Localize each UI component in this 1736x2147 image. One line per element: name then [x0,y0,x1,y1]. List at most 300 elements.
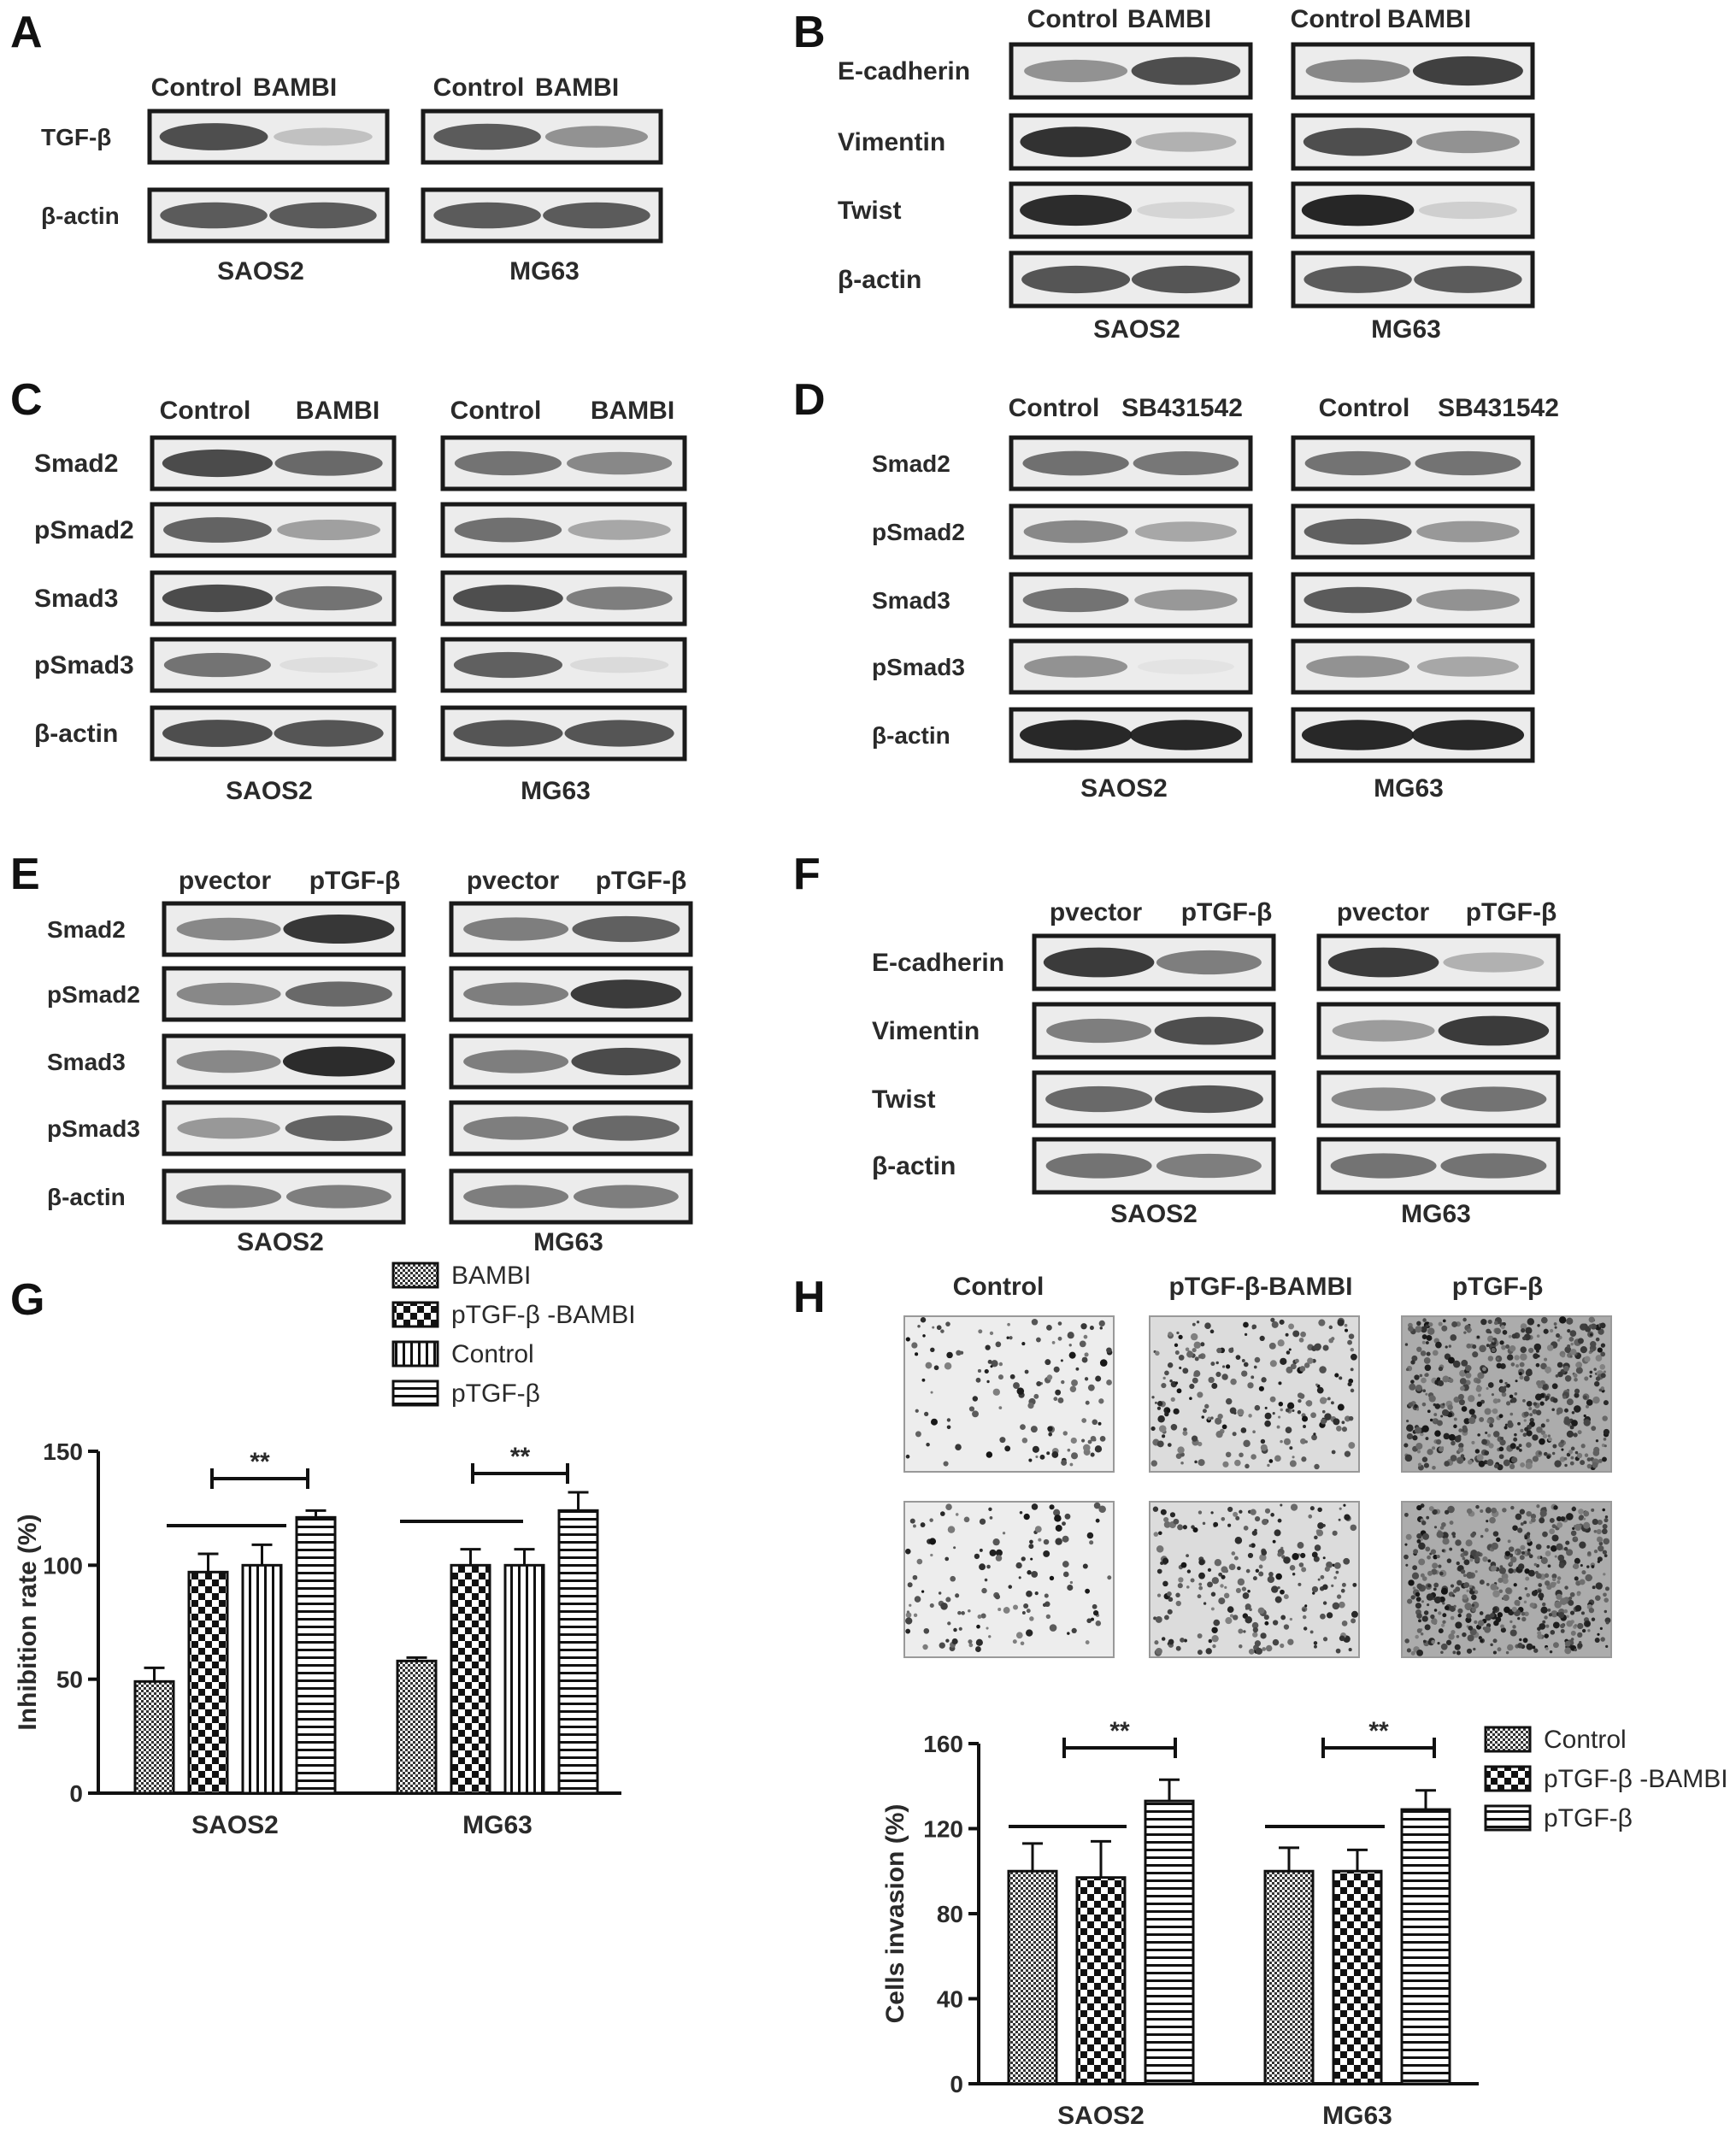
cell-dot [1215,1559,1221,1566]
cell-dot [1168,1639,1174,1645]
cell-dot [1027,1609,1031,1613]
cell-dot [1562,1396,1566,1399]
cell-dot [1411,1595,1415,1599]
cell-dot [1304,1604,1307,1607]
cell-dot [1605,1515,1608,1518]
cell-dot [1176,1601,1181,1606]
cell-dot [1567,1431,1574,1438]
cell-dot [1258,1571,1263,1576]
cell-dot [1488,1443,1493,1448]
legend-entry: BAMBI [451,1262,532,1290]
cell-dot [945,1597,950,1602]
cell-dot [1564,1585,1568,1589]
cell-dot [1493,1638,1498,1643]
column-header: Control [450,397,542,425]
cell-dot [1504,1382,1507,1385]
cell-dot [1571,1638,1574,1641]
cell-dot [1596,1582,1603,1589]
cell-dot [1604,1518,1609,1522]
cell-dot [1312,1586,1318,1592]
cell-dot [1421,1632,1424,1636]
cell-dot [1044,1539,1049,1544]
cell-dot [1027,1570,1031,1574]
cell-dot [1198,1594,1202,1598]
y-tick-label: 80 [936,1901,963,1927]
cell-dot [1527,1401,1533,1407]
cell-dot [1290,1565,1296,1571]
panel-letter-g: G [10,1275,45,1325]
cell-dot [1433,1413,1437,1416]
cell-dot [1509,1345,1516,1352]
cell-dot [1475,1570,1478,1573]
cell-dot [1067,1585,1073,1591]
cell-dot [1210,1416,1213,1419]
cell-dot [1488,1356,1493,1361]
cell-dot [1045,1359,1050,1365]
cell-dot [1449,1434,1456,1441]
cell-dot [990,1516,993,1520]
bar [1265,1871,1313,2084]
blot-band [283,915,394,944]
cell-dot [1336,1649,1341,1654]
cell-dot [917,1559,923,1565]
cell-dot [1596,1338,1600,1342]
cell-dot [1255,1405,1261,1411]
cell-dot [976,1639,983,1646]
cell-dot [1497,1357,1499,1360]
cell-dot [1198,1586,1203,1591]
cell-dot [1439,1322,1443,1326]
cell-dot [1277,1552,1282,1557]
row-label: Smad2 [872,450,950,477]
cell-dot [1329,1326,1333,1330]
cell-dot [917,1325,921,1328]
cell-dot [1563,1418,1570,1425]
cell-dot [1486,1459,1493,1466]
cell-dot [1570,1610,1574,1615]
cell-dot [1415,1385,1422,1391]
bar [1333,1871,1381,2084]
cell-dot [1442,1409,1449,1416]
y-tick-label: 0 [69,1780,83,1807]
cell-dot [1323,1556,1326,1559]
cell-dot [1310,1412,1316,1418]
cell-dot [1333,1418,1339,1425]
cell-dot [1071,1379,1078,1386]
cell-dot [1507,1644,1514,1651]
cell-dot [1486,1344,1490,1347]
cell-dot [1587,1457,1592,1462]
cell-dot [1065,1514,1071,1520]
cell-dot [1574,1389,1580,1394]
cell-dot [939,1643,945,1649]
column-header: Control [1027,5,1119,33]
blot-band [1439,1016,1550,1046]
blot-band [574,1185,679,1208]
cell-dot [1164,1615,1169,1621]
cell-dot [1415,1635,1419,1639]
blot-band [463,1116,568,1139]
cell-dot [1215,1372,1221,1377]
cell-dot [1564,1464,1567,1467]
cell-dot [1590,1333,1592,1336]
cell-dot [1242,1586,1246,1591]
cell-dot [1574,1624,1577,1626]
cell-dot [1235,1537,1243,1544]
cell-dot [1243,1592,1250,1599]
cell-dot [1445,1605,1449,1609]
blot-band [274,450,382,475]
cell-dot [1416,1584,1422,1590]
cell-dot [1545,1550,1551,1556]
cell-dot [1189,1397,1192,1400]
cell-dot [1460,1553,1464,1557]
blot-band [285,1115,393,1141]
cell-dot [1072,1628,1077,1633]
cell-dot [944,1461,949,1466]
cell-dot [1178,1335,1182,1339]
cell-dot [1095,1445,1102,1452]
cell-dot [1180,1462,1184,1465]
cell-dot [1586,1399,1593,1406]
cell-dot [1277,1426,1280,1429]
cell-dot [1449,1378,1454,1383]
cell-dot [1265,1413,1272,1420]
cell-dot [1159,1425,1167,1432]
cell-dot [1099,1321,1105,1326]
cell-dot [1015,1562,1021,1568]
cell-dot [1162,1581,1168,1587]
cell-dot [1035,1526,1042,1532]
cell-dot [915,1352,918,1356]
cell-dot [1595,1595,1601,1601]
cell-dot [1106,1379,1112,1385]
column-header: Control [1318,394,1410,422]
cell-dot [1331,1585,1333,1587]
cell-dot [1545,1367,1551,1373]
blot-band [176,1185,281,1208]
cell-dot [1521,1617,1526,1621]
blot-band [277,520,380,540]
cell-dot [947,1425,951,1429]
cell-dot [1525,1537,1528,1540]
cell-dot [1476,1386,1482,1392]
cell-dot [1210,1511,1213,1514]
cell-dot [1404,1544,1407,1546]
cell-dot [998,1374,1003,1379]
cell-dot [1586,1565,1589,1568]
cell-dot [1336,1571,1339,1574]
cell-dot [1030,1558,1033,1561]
cell-dot [1584,1356,1590,1362]
cell-dot [1154,1532,1159,1537]
cell-dot [1538,1590,1541,1593]
cell-dot [1098,1505,1106,1513]
cell-dot [1020,1424,1026,1430]
cell-dot [978,1615,982,1619]
cell-dot [978,1329,982,1333]
cell-dot [946,1352,952,1358]
cell-dot [1492,1348,1496,1352]
cell-dot [1539,1584,1541,1586]
cell-dot [1237,1567,1241,1571]
blot-band [177,1118,280,1139]
cell-dot [1273,1639,1280,1646]
cell-dot [1594,1381,1599,1386]
cell-dot [1405,1564,1408,1567]
row-label: pSmad3 [34,651,134,679]
cell-dot [1570,1349,1576,1355]
cell-dot [1494,1321,1498,1326]
cell-dot [1150,1426,1155,1431]
cell-dot [1438,1564,1441,1568]
cell-dot [1070,1386,1076,1392]
cell-dot [1566,1513,1574,1521]
cell-dot [1247,1382,1253,1388]
cell-dot [1603,1592,1607,1597]
cell-dot [1308,1515,1312,1519]
blot-band [1020,195,1132,226]
cell-dot [1409,1384,1415,1391]
row-label: E-cadherin [872,949,1005,977]
cell-dot [1572,1411,1575,1415]
blot-band [1024,656,1127,677]
cell-dot [1421,1350,1427,1356]
cell-line-label: MG63 [1371,315,1441,344]
cell-dot [1062,1536,1069,1543]
cell-dot [1415,1603,1421,1609]
cell-dot [1432,1466,1436,1470]
cell-dot [1316,1530,1323,1537]
cell-dot [1198,1559,1204,1565]
cell-dot [1471,1441,1474,1444]
cell-dot [1558,1612,1564,1618]
cell-dot [985,1369,989,1373]
cell-dot [1498,1612,1503,1617]
y-tick-label: 0 [950,2071,963,2097]
blot-band [1302,720,1414,750]
cell-dot [1425,1624,1431,1630]
cell-dot [1416,1533,1422,1539]
cell-dot [1320,1397,1327,1403]
cell-dot [939,1591,941,1594]
cell-dot [981,1614,986,1619]
cell-dot [1439,1572,1444,1576]
cell-dot [1194,1342,1201,1349]
cell-dot [1559,1316,1566,1323]
blot-band [1045,1086,1152,1112]
bar [1145,1801,1193,2084]
cell-dot [1410,1360,1415,1364]
cell-dot [1432,1446,1435,1450]
cell-dot [1175,1350,1180,1355]
cell-dot [1198,1633,1203,1638]
cell-dot [1286,1409,1290,1413]
cell-dot [1410,1379,1415,1384]
row-label: Vimentin [838,128,946,156]
cell-dot [1089,1540,1093,1544]
row-label: Smad2 [34,450,119,478]
cell-dot [1028,1459,1032,1462]
cell-dot [1314,1645,1317,1649]
blot-band [454,652,562,678]
cell-dot [1519,1444,1522,1447]
cell-dot [1321,1419,1327,1425]
cell-dot [1604,1438,1607,1441]
cell-dot [1047,1374,1052,1379]
cell-dot [1472,1603,1474,1606]
cell-dot [1453,1361,1461,1368]
cell-dot [1477,1454,1484,1461]
cell-dot [1278,1415,1280,1418]
cell-dot [1069,1352,1076,1359]
cell-dot [1298,1583,1301,1586]
cell-dot [1325,1567,1330,1572]
cell-dot [1021,1342,1025,1345]
cell-dot [1589,1375,1592,1378]
blot-band [1130,720,1242,750]
cell-dot [1069,1463,1073,1467]
blot-panel-c [10,375,685,805]
cell-dot [1481,1439,1487,1445]
cell-dot [1233,1512,1238,1517]
cell-dot [1448,1633,1454,1639]
cell-dot [1161,1509,1167,1515]
blot-band [160,123,268,150]
cell-dot [1251,1375,1254,1379]
cell-dot [1590,1349,1593,1352]
cell-dot [1434,1609,1438,1612]
cell-dot [1508,1539,1511,1543]
cell-dot [1567,1329,1570,1332]
cell-dot [1248,1553,1253,1558]
cell-dot [1268,1459,1273,1463]
row-label: Smad3 [872,587,950,614]
cell-dot [1540,1402,1545,1406]
cell-dot [1270,1513,1274,1517]
cell-dot [1198,1510,1202,1514]
panel-letter-c: C [10,375,43,425]
cell-dot [1245,1464,1250,1469]
cell-dot [1429,1395,1436,1402]
cell-dot [1441,1522,1446,1527]
cell-dot [1179,1355,1185,1361]
cell-dot [1093,1610,1098,1615]
cell-dot [1580,1579,1586,1585]
cell-dot [1173,1519,1179,1525]
cell-dot [1174,1344,1178,1347]
cell-dot [1211,1383,1217,1389]
legend-swatch [393,1342,438,1366]
cell-dot [1249,1649,1255,1655]
cell-dot [1491,1508,1497,1514]
cell-dot [1456,1635,1460,1638]
cell-dot [1038,1538,1041,1542]
cell-dot [1198,1459,1205,1466]
cell-dot [980,1519,986,1525]
cell-dot [1536,1410,1541,1415]
cell-dot [1303,1626,1307,1630]
cell-dot [1473,1589,1475,1591]
cell-dot [1323,1344,1329,1350]
cell-dot [1427,1449,1433,1455]
cell-dot [1508,1568,1513,1573]
cell-dot [1028,1544,1033,1549]
cell-dot [1437,1642,1439,1644]
cell-dot [1427,1556,1431,1560]
cell-dot [1096,1519,1100,1523]
cell-dot [1048,1432,1052,1437]
blot-band [568,520,670,540]
cell-dot [1338,1404,1345,1411]
cell-dot [1604,1610,1607,1613]
cell-dot [1429,1506,1434,1511]
cell-dot [1407,1599,1412,1604]
cell-dot [1224,1586,1227,1589]
cell-dot [1425,1437,1428,1440]
cell-dot [1455,1539,1461,1545]
cell-dot [953,1546,956,1549]
cell-dot [1458,1394,1464,1400]
cell-dot [1193,1527,1198,1532]
cell-dot [1504,1579,1506,1582]
cell-dot [1275,1597,1282,1603]
cell-dot [1557,1576,1562,1580]
cell-dot [1239,1644,1242,1648]
cell-dot [1404,1638,1409,1644]
y-tick-label: 120 [923,1815,963,1843]
cell-dot [1198,1354,1203,1358]
cell-dot [1092,1604,1098,1609]
cell-dot [1527,1532,1530,1535]
cell-dot [1492,1607,1498,1612]
cell-dot [1422,1341,1426,1344]
column-header: BAMBI [534,74,620,102]
cell-dot [1526,1644,1533,1650]
cell-dot [1230,1379,1236,1385]
cell-dot [1299,1338,1304,1343]
cell-dot [968,1609,971,1613]
cell-dot [1176,1332,1179,1334]
blot-band [572,916,680,942]
cell-dot [1211,1627,1217,1633]
cell-dot [1553,1621,1560,1628]
cell-dot [1427,1593,1433,1600]
cell-dot [1254,1366,1257,1369]
blot-band [1135,521,1237,542]
cell-dot [985,1579,988,1582]
cell-dot [1422,1403,1427,1407]
cell-dot [1594,1550,1598,1553]
cell-dot [1477,1433,1480,1437]
image-title: pTGF-β-BAMBI [1168,1273,1353,1301]
cell-dot [1261,1439,1265,1444]
cell-dot [1427,1571,1433,1576]
cell-dot [1275,1573,1282,1580]
cell-dot [1442,1538,1449,1544]
cell-dot [1456,1650,1461,1655]
cell-dot [1339,1636,1345,1642]
cell-dot [1261,1550,1267,1556]
cell-dot [953,1628,957,1632]
cell-dot [1258,1608,1265,1615]
cell-dot [1545,1573,1549,1578]
cell-dot [1602,1528,1608,1534]
cell-dot [1500,1624,1504,1628]
image-frame [904,1502,1114,1657]
cell-dot [929,1538,936,1544]
cell-dot [1220,1584,1223,1587]
